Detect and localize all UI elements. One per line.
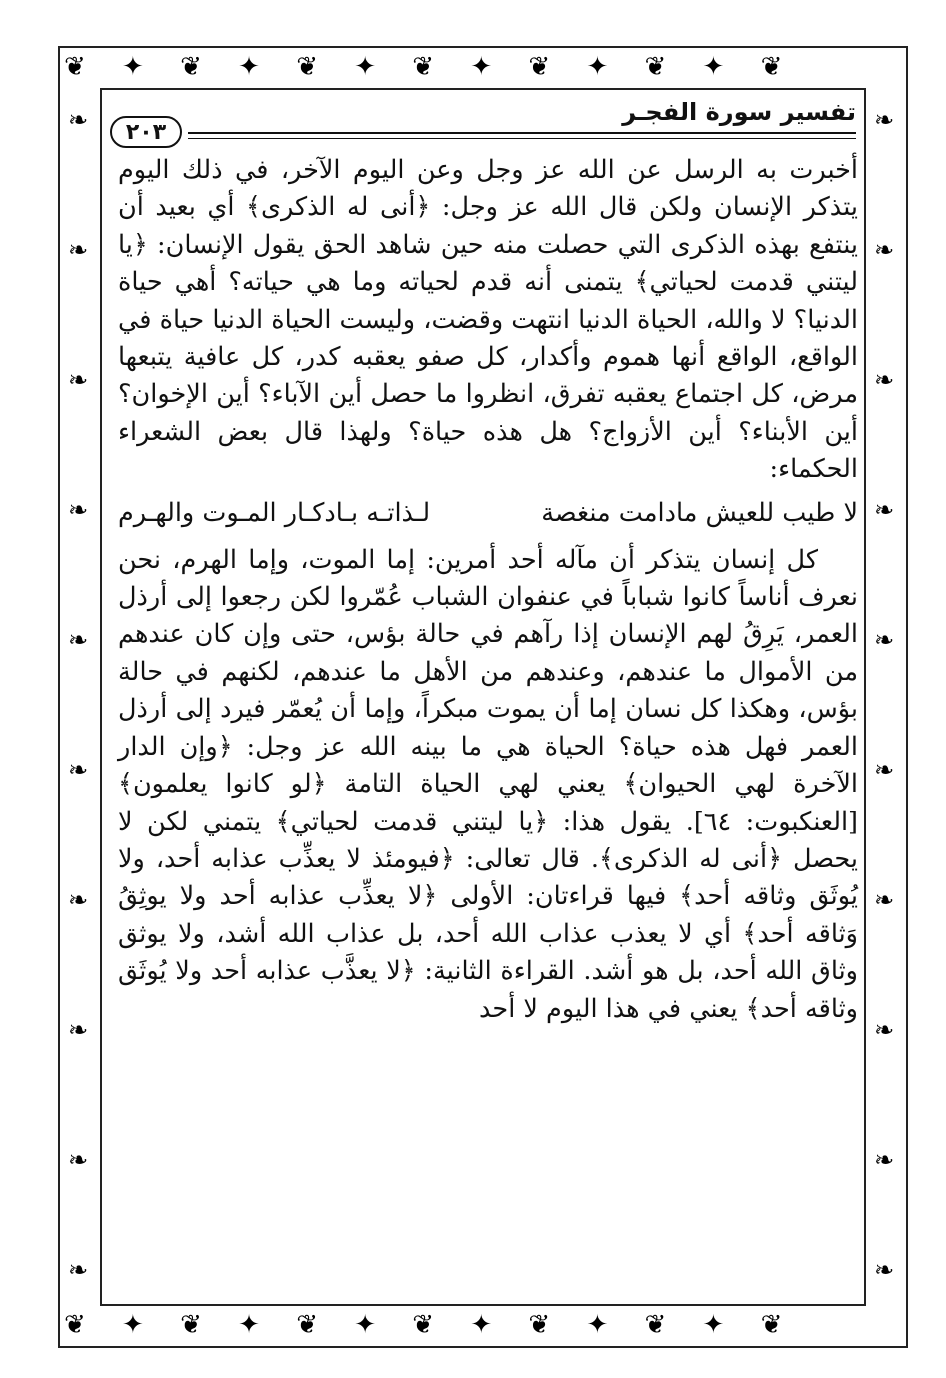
ornament-icon: ❧ [874, 626, 895, 654]
body-text [118, 152, 858, 1028]
verse-hemistich: لـذاتـه بـادكـار المـوت والهـرم [118, 497, 431, 528]
ornament-icon: ❧ [68, 366, 89, 394]
left-ornament-border [60, 88, 100, 1306]
verse-hemistich: لا طيب للعيش مادامت منغصة [541, 497, 858, 528]
ornament-icon: ❧ [68, 1256, 89, 1284]
page-header [110, 98, 856, 154]
ornament-icon: ❧ [874, 756, 895, 784]
ornament-icon: ❦ ✦ ❦ ✦ ❦ ✦ ❦ ✦ ❦ ✦ ❦ ✦ ❦ [64, 1310, 797, 1340]
header-rule [188, 132, 856, 134]
paragraph: أخبرت به الرسل عن الله عز وجل وعن اليوم الآخر، في ذلك اليوم يتذكر الإنسان ولكن قال الله عز وجل: ﴿أنى له الذكرى﴾ أي بعيد أن ينتفع بهذه الذكرى التي حصلت منه حين شاهد الحق يقول الإنسان: ﴿يا ليتني قدمت لحياتي﴾ يتمنى أنه قدم لحياته وما هي حياته؟ أهي حياة الدنيا؟ لا والله، الحياة الدنيا انتهت وقضت، وليست الحياة الدنيا حياة في الواقع، الواقع أنها هموم وأكدار، كل صفو يعقبه كدر، كل عافية يتبعها مرض، كل اجتماع يعقبه تفرق، انظروا ما حصل أين الآباء؟ أين الإخوان؟ أين الأبناء؟ أين الأزواج؟ هل هذه حياة؟ ولهذا قال بعض الشعراء الحكماء: [118, 155, 858, 485]
header-rule [188, 138, 856, 139]
ornament-icon: ❧ [68, 496, 89, 524]
ornament-icon: ❧ [874, 106, 895, 134]
page-number: ٢٠٣ [110, 116, 182, 148]
ornament-icon: ❧ [68, 1016, 89, 1044]
ornament-icon: ❧ [68, 236, 89, 264]
ornament-icon: ❧ [874, 1256, 895, 1284]
ornament-icon: ❧ [874, 236, 895, 264]
paragraph: كل إنسان يتذكر أن مآله أحد أمرين: إما الموت، وإما الهرم، نحن نعرف أناساً كانوا شباباً في عنفوان الشباب عُمّروا لكن رجعوا إلى أرذل العمر، يَرِقُ لهم الإنسان إذا رآهم في حالة بؤس، حتى وإن كان عندهم من الأموال ما عندهم، وعندهم من الأهل ما عندهم، لكنهم في حالة بؤس، وهكذا كل نسان إما أن يموت مبكراً، وإما أن يُعمّر فيرد إلى أرذل العمر فهل هذه حياة؟ الحياة هي ما بينه الله عز وجل: ﴿وإن الدار الآخرة لهي الحيوان﴾ يعني لهي الحياة التامة ﴿لو كانوا يعلمون﴾ [العنكبوت: ٦٤]. يقول هذا: ﴿يا ليتني قدمت لحياتي﴾ يتمني لكن لا يحصل ﴿أنى له الذكرى﴾. قال تعالى: ﴿فيومئذ لا يعذِّب عذابه أحد، ولا يُوثَق وثاقه أحد﴾ فيها قراءتان: الأولى ﴿لا يعذِّب عذابه أحد ولا يوثِقُ وَثاقه أحد﴾ أي لا يعذب عذاب الله أحد، بل عذاب الله أشد، ولا يوثق وثاق الله أحد، بل هو أشد. القراءة الثانية: ﴿لا يعذَّب عذابه أحد ولا يُوثَق وثاقه أحد﴾ يعني في هذا اليوم لا أحد [118, 544, 859, 1024]
ornament-icon: ❧ [68, 626, 89, 654]
ornament-icon: ❧ [874, 1146, 895, 1174]
ornament-icon: ❧ [68, 756, 89, 784]
bottom-ornament-border [60, 1306, 906, 1346]
running-title: تفسير سورة الفجـر [622, 98, 856, 126]
ornament-icon: ❧ [68, 1146, 89, 1174]
ornament-icon: ❦ ✦ ❦ ✦ ❦ ✦ ❦ ✦ ❦ ✦ ❦ ✦ ❦ [64, 52, 797, 82]
ornament-icon: ❧ [68, 886, 89, 914]
ornament-icon: ❧ [874, 366, 895, 394]
ornament-icon: ❧ [874, 496, 895, 524]
top-ornament-border [60, 48, 906, 88]
poetry-verse [118, 495, 858, 532]
ornament-icon: ❧ [68, 106, 89, 134]
ornament-icon: ❧ [874, 886, 895, 914]
right-ornament-border [866, 88, 906, 1306]
ornament-icon: ❧ [874, 1016, 895, 1044]
